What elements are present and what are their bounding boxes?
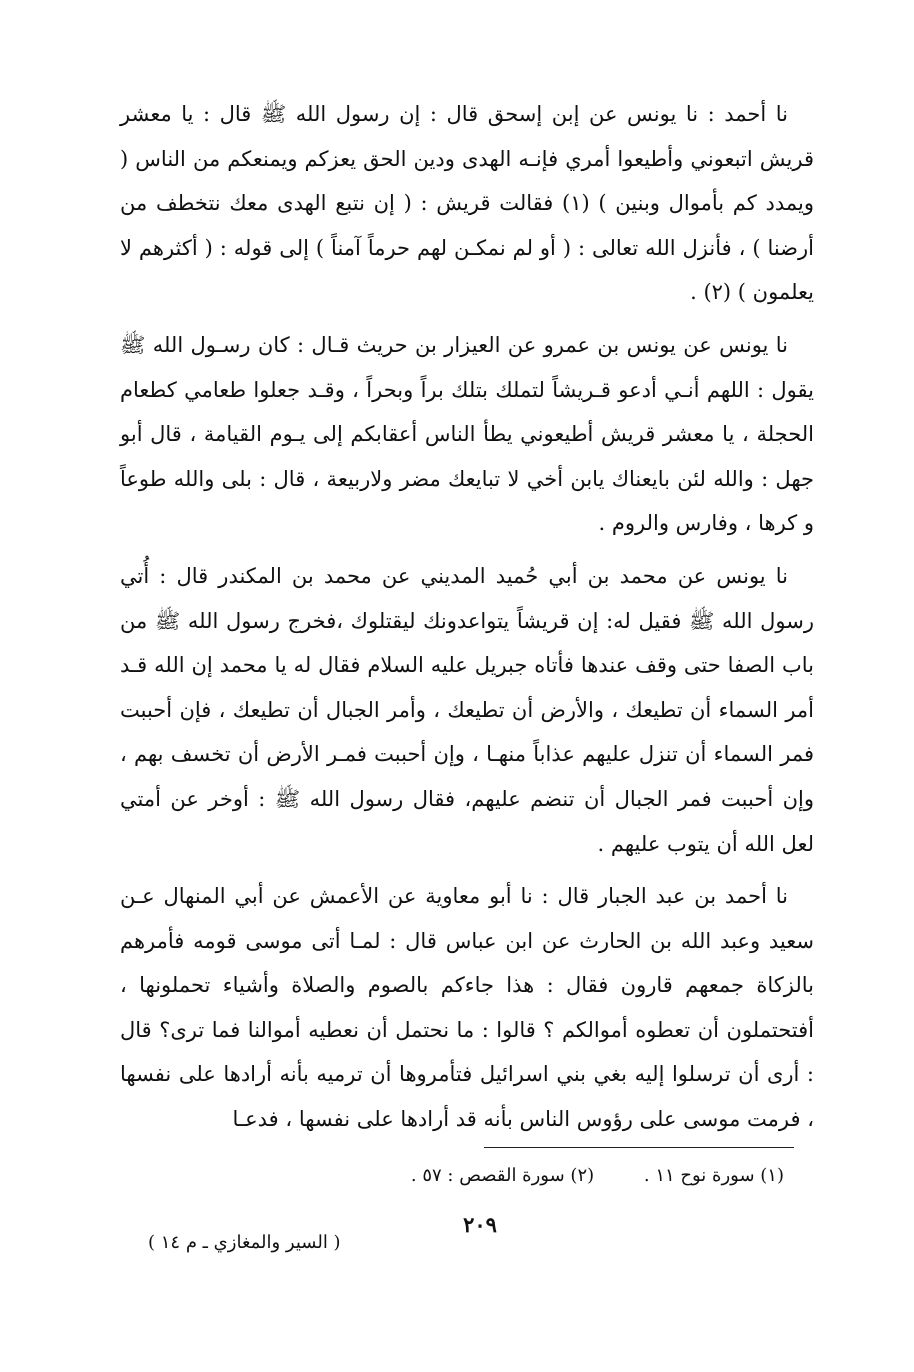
paragraph-3: نا يونس عن محمد بن أبي حُميد المديني عن محمد بن المكندر قال : أُتي رسول الله ﷺ فقيل له: إن قريشاً يتواعدونك ليقتلوك ،فخرج رسول الله ﷺ من باب الصفا حتى وقف عندها فأتاه جبريل عليه السلام فقال له يا محمد إن الله قـد أمر السماء أن تطيعك ، والأرض أن تطيعك ، وأمر الجبال أن تطيعك ، فإن أحببت فمر السماء أن تنزل عليهم عذاباً منهـا ، وإن أحببت فمـر الأرض أن تخسف بهم ، وإن أحببت فمر الجبال أن تنضم عليهم، فقال رسول الله ﷺ : أوخر عن أمتي لعل الله أن يتوب عليهم . [120,563,814,856]
footnote-2: (٢) سورة القصص : ٥٧ . [410,1165,595,1186]
footnote-divider [484,1147,794,1148]
running-footer: ( السير والمغازي ـ م ١٤ ) [148,1232,341,1253]
body-text [120,92,814,1142]
paragraph-2: نا يونس عن يونس بن عمرو عن العيزار بن حريث قـال : كان رسـول الله ﷺ يقول : اللهم أنـي أدعو قـريشاً لتملك بتلك براً وبحراً ، وقـد جعلوا طعامي كطعام الحجلة ، يا معشر قريش أطيعوني يطأ الناس أعقابكم إلى يـوم القيامة ، قال أبو جهل : والله لئن بايعناك يابن أخي لا تبايعك مضر ولاربيعة ، قال : بلى والله طوعاً و كرها ، وفارس والروم . [120,332,814,536]
paragraph-4: نا أحمد بن عبد الجبار قال : نا أبو معاوية عن الأعمش عن أبي المنهال عـن سعيد وعبد الله بن الحارث عن ابن عباس قال : لمـا أتى موسى قومه فأمرهم بالزكاة جمعهم قارون فقال : هذا جاءكم بالصوم والصلاة وأشياء تحملونها ، أفتحتملون أن تعطوه أموالكم ؟ قالوا : ما نحتمل أن نعطيه أموالنا فما ترى؟ قال : أرى أن ترسلوا إليه بغي بني اسرائيل فتأمروها أن ترميه بأنه أرادها على نفسها ، فرمت موسى على رؤوس الناس بأنه قد أرادها على نفسها ، فدعـا [120,884,814,1132]
page-number: ٢٠٩ [463,1212,497,1237]
paragraph-1: نا أحمد : نا يونس عن إبن إسحق قال : إن رسول الله ﷺ قال : يا معشر قريش اتبعوني وأطيعوا أمري فإنـه الهدى ودين الحق يعزكم ويمنعكم من الناس ( ويمدد كم بأموال وبنين ) (١) فقالت قريش : ( إن نتبع الهدى معك نتخطف من أرضنا ) ، فأنزل الله تعالى : ( أو لم نمكـن لهم حرماً آمناً ) إلى قوله : ( أكثرهم لا يعلمون ) (٢) . [120,102,814,305]
footnote-1: (١) سورة نوح ١١ . [643,1165,784,1186]
footnotes [411,1162,784,1190]
